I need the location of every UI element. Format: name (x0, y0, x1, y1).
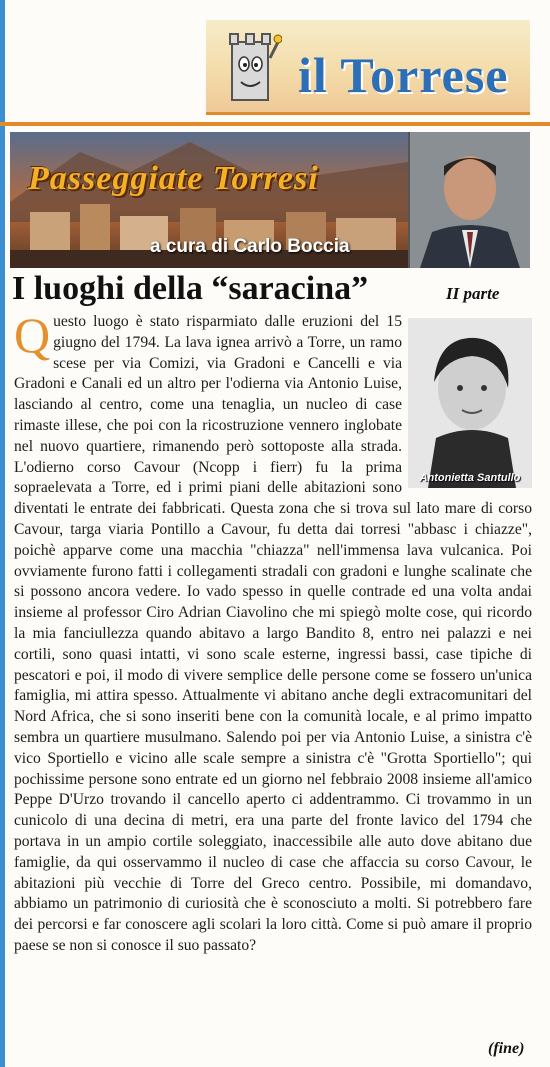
drop-cap: Q (14, 307, 51, 363)
article-part-label: II parte (446, 284, 500, 303)
portrait-wrap-spacer (402, 312, 532, 490)
article-headline: I luoghi della “saracina” (12, 270, 369, 307)
banner-title: Passeggiate Torresi (28, 160, 319, 197)
portrait-caption: Antonietta Santullo (419, 472, 521, 484)
column-banner (10, 132, 530, 268)
article-body-text: uesto luogo è stato risparmiato dalle eruzioni del 15 giugno del 1794. La lava ignea arrivò a Torre, un ramo scese per via Comizi, via Gradoni e Cancelli e via Gradoni e Canali ed un altro per l'odierna via Antonio Luise, lasciando al centro, come una tenaglia, un nucleo di case rimaste illese, che poi con la ricostruzione vennero inglobate nel nuovo quartiere, rimanendo però sottoposte alla strada. L'odierno corso Cavour (Ncopp i fierr) fu la prima sopraelevata a Torre, ed i primi piani delle abitazioni sono diventati le entrate dei fabbricati. Questa zona che si trova sul lato mare di corso Cavour, targa viaria Pontillo a Cavour, fu detta dai torresi "abbasc i chiazze", poichè apparve come una macchia "chiazza" nell'immensa lava vulcanica. Poi ovviamente furono fatti i collegamenti stradali con gradoni e lunghe scalinate che si possono ancora vedere. Io vado spesso in quelle contrade ed una volta andai insieme al professor Ciro Adrian Ciavolino che mi spiegò molte cose, qui ricordo la mia fanciullezza quando abitavo a largo Bandito 8, entro nei palazzi e nei cortili, sono quasi intatti, vi sono scale esterne, ingressi bassi, case tipiche di pescatori e poi, il modo di vivere semplice delle persone come se fossero un'unica famiglia, mi attira spesso. Attualmente vi abitano anche degli extracomunitari del Nord Africa, che si sono inseriti bene con la comunità locale, e al primo impatto sembra un quartiere musulmano. Salendo poi per via Antonio Luise, a sinistra c'è vico Sportiello e vicino alle scale sempre a sinistra c'è "Grotta Sportiello"; qui pochissime persone sono entrate ed un giorno nel febbraio 2008 insieme all'amico Peppe D'Urzo trovando il cancello aperto ci addentrammo. Ci trovammo in un cunicolo di una decina di metri, era una parte del fronte lavico del 1794 che portava in un ampio cortile soleggiato, inaccessibile alle auto dove abitano due famiglie, da qui osservammo il nucleo di case che affaccia su corso Cavour, le abitazioni più vecchie di Torre del Greco centro. Possibile, mi domandavo, abbiamo un patrimonio di curiosità che è sconosciuto a molti. Si potrebbero fare dei percorsi e far conoscere agli scolari la loro città. Come si può amare il proprio paese se non si conosce il suo passato? (14, 313, 532, 954)
left-blue-rule (0, 0, 5, 1067)
author-photo (410, 132, 530, 268)
masthead-title: il Torrese (298, 47, 509, 103)
masthead (206, 20, 530, 115)
masthead-orange-rule (0, 122, 550, 126)
article-end-mark: (fine) (488, 1040, 525, 1057)
article-body (14, 307, 532, 957)
banner-author-credit: a cura di Carlo Boccia (150, 236, 350, 257)
tower-mascot-icon (226, 28, 282, 106)
